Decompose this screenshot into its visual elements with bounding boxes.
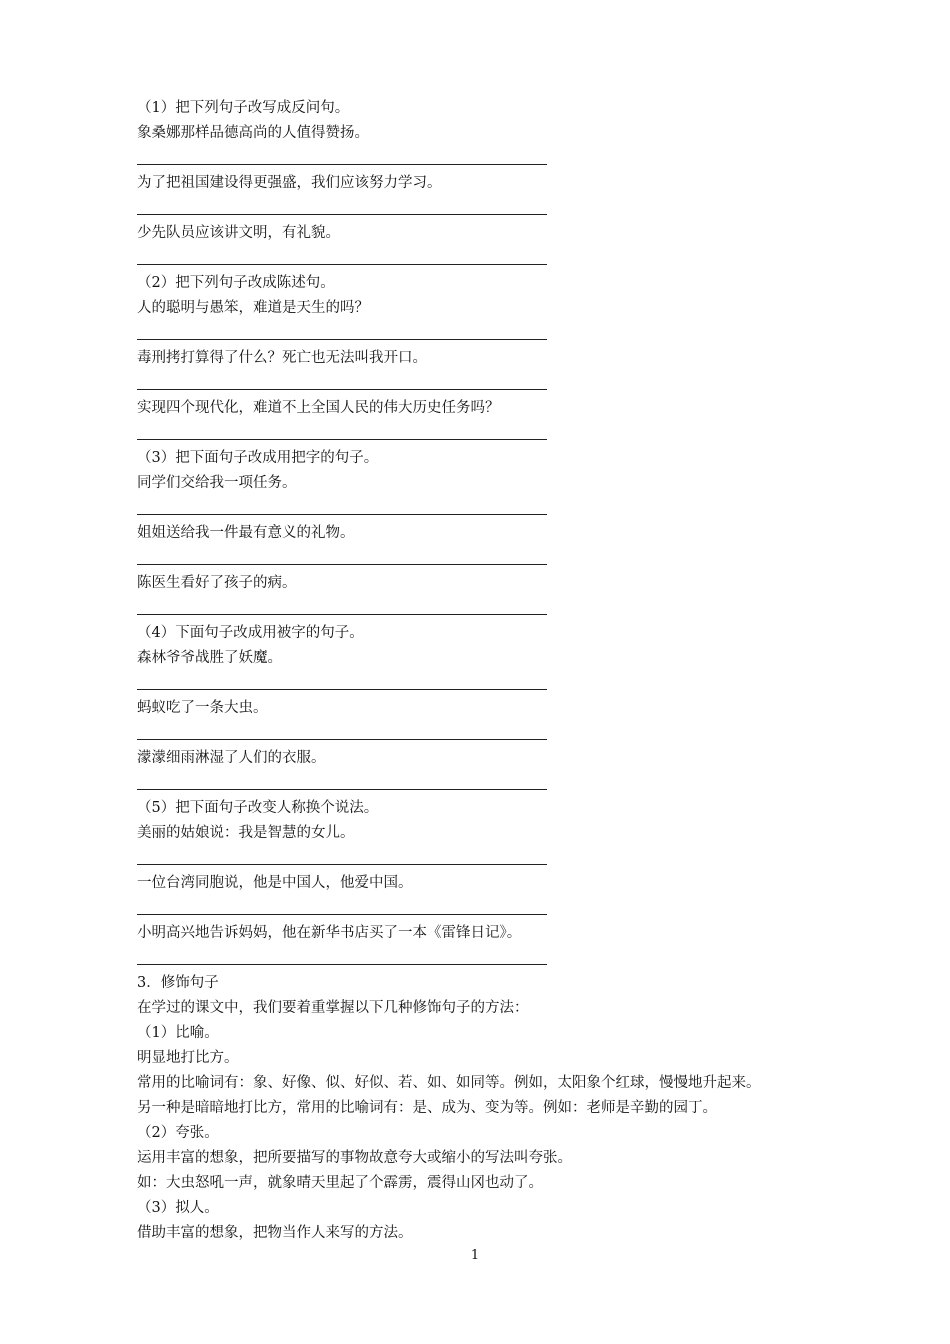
answer-line[interactable] bbox=[137, 546, 897, 571]
exercise-sentence: 为了把祖国建设得更强盛，我们应该努力学习。 bbox=[137, 175, 442, 191]
text-line: 如：大虫怒吼一声，就象晴天里起了个霹雳，震得山冈也动了。 bbox=[137, 1175, 543, 1191]
answer-line[interactable] bbox=[137, 721, 897, 746]
answer-line[interactable] bbox=[137, 846, 897, 871]
section-intro: 在学过的课文中，我们要着重掌握以下几种修饰句子的方法： bbox=[137, 1000, 529, 1016]
answer-line[interactable] bbox=[137, 496, 897, 521]
exercise-sentence: 蚂蚁吃了一条大虫。 bbox=[137, 700, 268, 716]
section-title: 3．修饰句子 bbox=[137, 975, 219, 991]
exercise-heading: （2）把下列句子改成陈述句。 bbox=[137, 275, 335, 291]
exercise-sentence: 小明高兴地告诉妈妈，他在新华书店买了一本《雷锋日记》。 bbox=[137, 925, 522, 941]
exercise-sentence: 陈医生看好了孩子的病。 bbox=[137, 575, 297, 591]
exercise-heading: （5）把下面句子改变人称换个说法。 bbox=[137, 800, 379, 816]
answer-line[interactable] bbox=[137, 371, 897, 396]
exercise-sentence: 人的聪明与愚笨，难道是天生的吗？ bbox=[137, 300, 369, 316]
answer-line[interactable] bbox=[137, 671, 897, 696]
exercise-sentence: 同学们交给我一项任务。 bbox=[137, 475, 297, 491]
answer-line[interactable] bbox=[137, 421, 897, 446]
answer-line[interactable] bbox=[137, 896, 897, 921]
exercise-sentence: 森林爷爷战胜了妖魔。 bbox=[137, 650, 282, 666]
text-line: （1）比喻。 bbox=[137, 1025, 219, 1041]
text-line: 明显地打比方。 bbox=[137, 1050, 239, 1066]
exercise-sentence: 美丽的姑娘说：我是智慧的女儿。 bbox=[137, 825, 355, 841]
page-number: 1 bbox=[470, 1248, 480, 1263]
exercise-sentence: 实现四个现代化，难道不上全国人民的伟大历史任务吗？ bbox=[137, 400, 500, 416]
answer-line[interactable] bbox=[137, 196, 897, 221]
exercise-heading: （4）下面句子改成用被字的句子。 bbox=[137, 625, 364, 641]
exercise-sentence: 少先队员应该讲文明，有礼貌。 bbox=[137, 225, 340, 241]
text-line: 常用的比喻词有：象、好像、似、好似、若、如、如同等。例如，太阳象个红球，慢慢地升起来。 bbox=[137, 1075, 761, 1091]
text-line: 借助丰富的想象，把物当作人来写的方法。 bbox=[137, 1225, 413, 1241]
answer-line[interactable] bbox=[137, 246, 897, 271]
exercise-heading: （1）把下列句子改写成反问句。 bbox=[137, 100, 350, 116]
page-content bbox=[137, 96, 897, 1246]
answer-line[interactable] bbox=[137, 946, 897, 971]
text-line: （3）拟人。 bbox=[137, 1200, 219, 1216]
answer-line[interactable] bbox=[137, 146, 897, 171]
exercise-heading: （3）把下面句子改成用把字的句子。 bbox=[137, 450, 379, 466]
answer-line[interactable] bbox=[137, 321, 897, 346]
exercise-sentence: 姐姐送给我一件最有意义的礼物。 bbox=[137, 525, 355, 541]
answer-line[interactable] bbox=[137, 771, 897, 796]
exercise-sentence: 象桑娜那样品德高尚的人值得赞扬。 bbox=[137, 125, 369, 141]
answer-line[interactable] bbox=[137, 596, 897, 621]
exercise-sentence: 濛濛细雨淋湿了人们的衣服。 bbox=[137, 750, 326, 766]
text-line: （2）夸张。 bbox=[137, 1125, 219, 1141]
text-line: 运用丰富的想象，把所要描写的事物故意夸大或缩小的写法叫夸张。 bbox=[137, 1150, 572, 1166]
exercise-sentence: 毒刑拷打算得了什么？死亡也无法叫我开口。 bbox=[137, 350, 427, 366]
exercise-sentence: 一位台湾同胞说，他是中国人，他爱中国。 bbox=[137, 875, 413, 891]
text-line: 另一种是暗暗地打比方，常用的比喻词有：是、成为、变为等。例如：老师是辛勤的园丁。 bbox=[137, 1100, 717, 1116]
